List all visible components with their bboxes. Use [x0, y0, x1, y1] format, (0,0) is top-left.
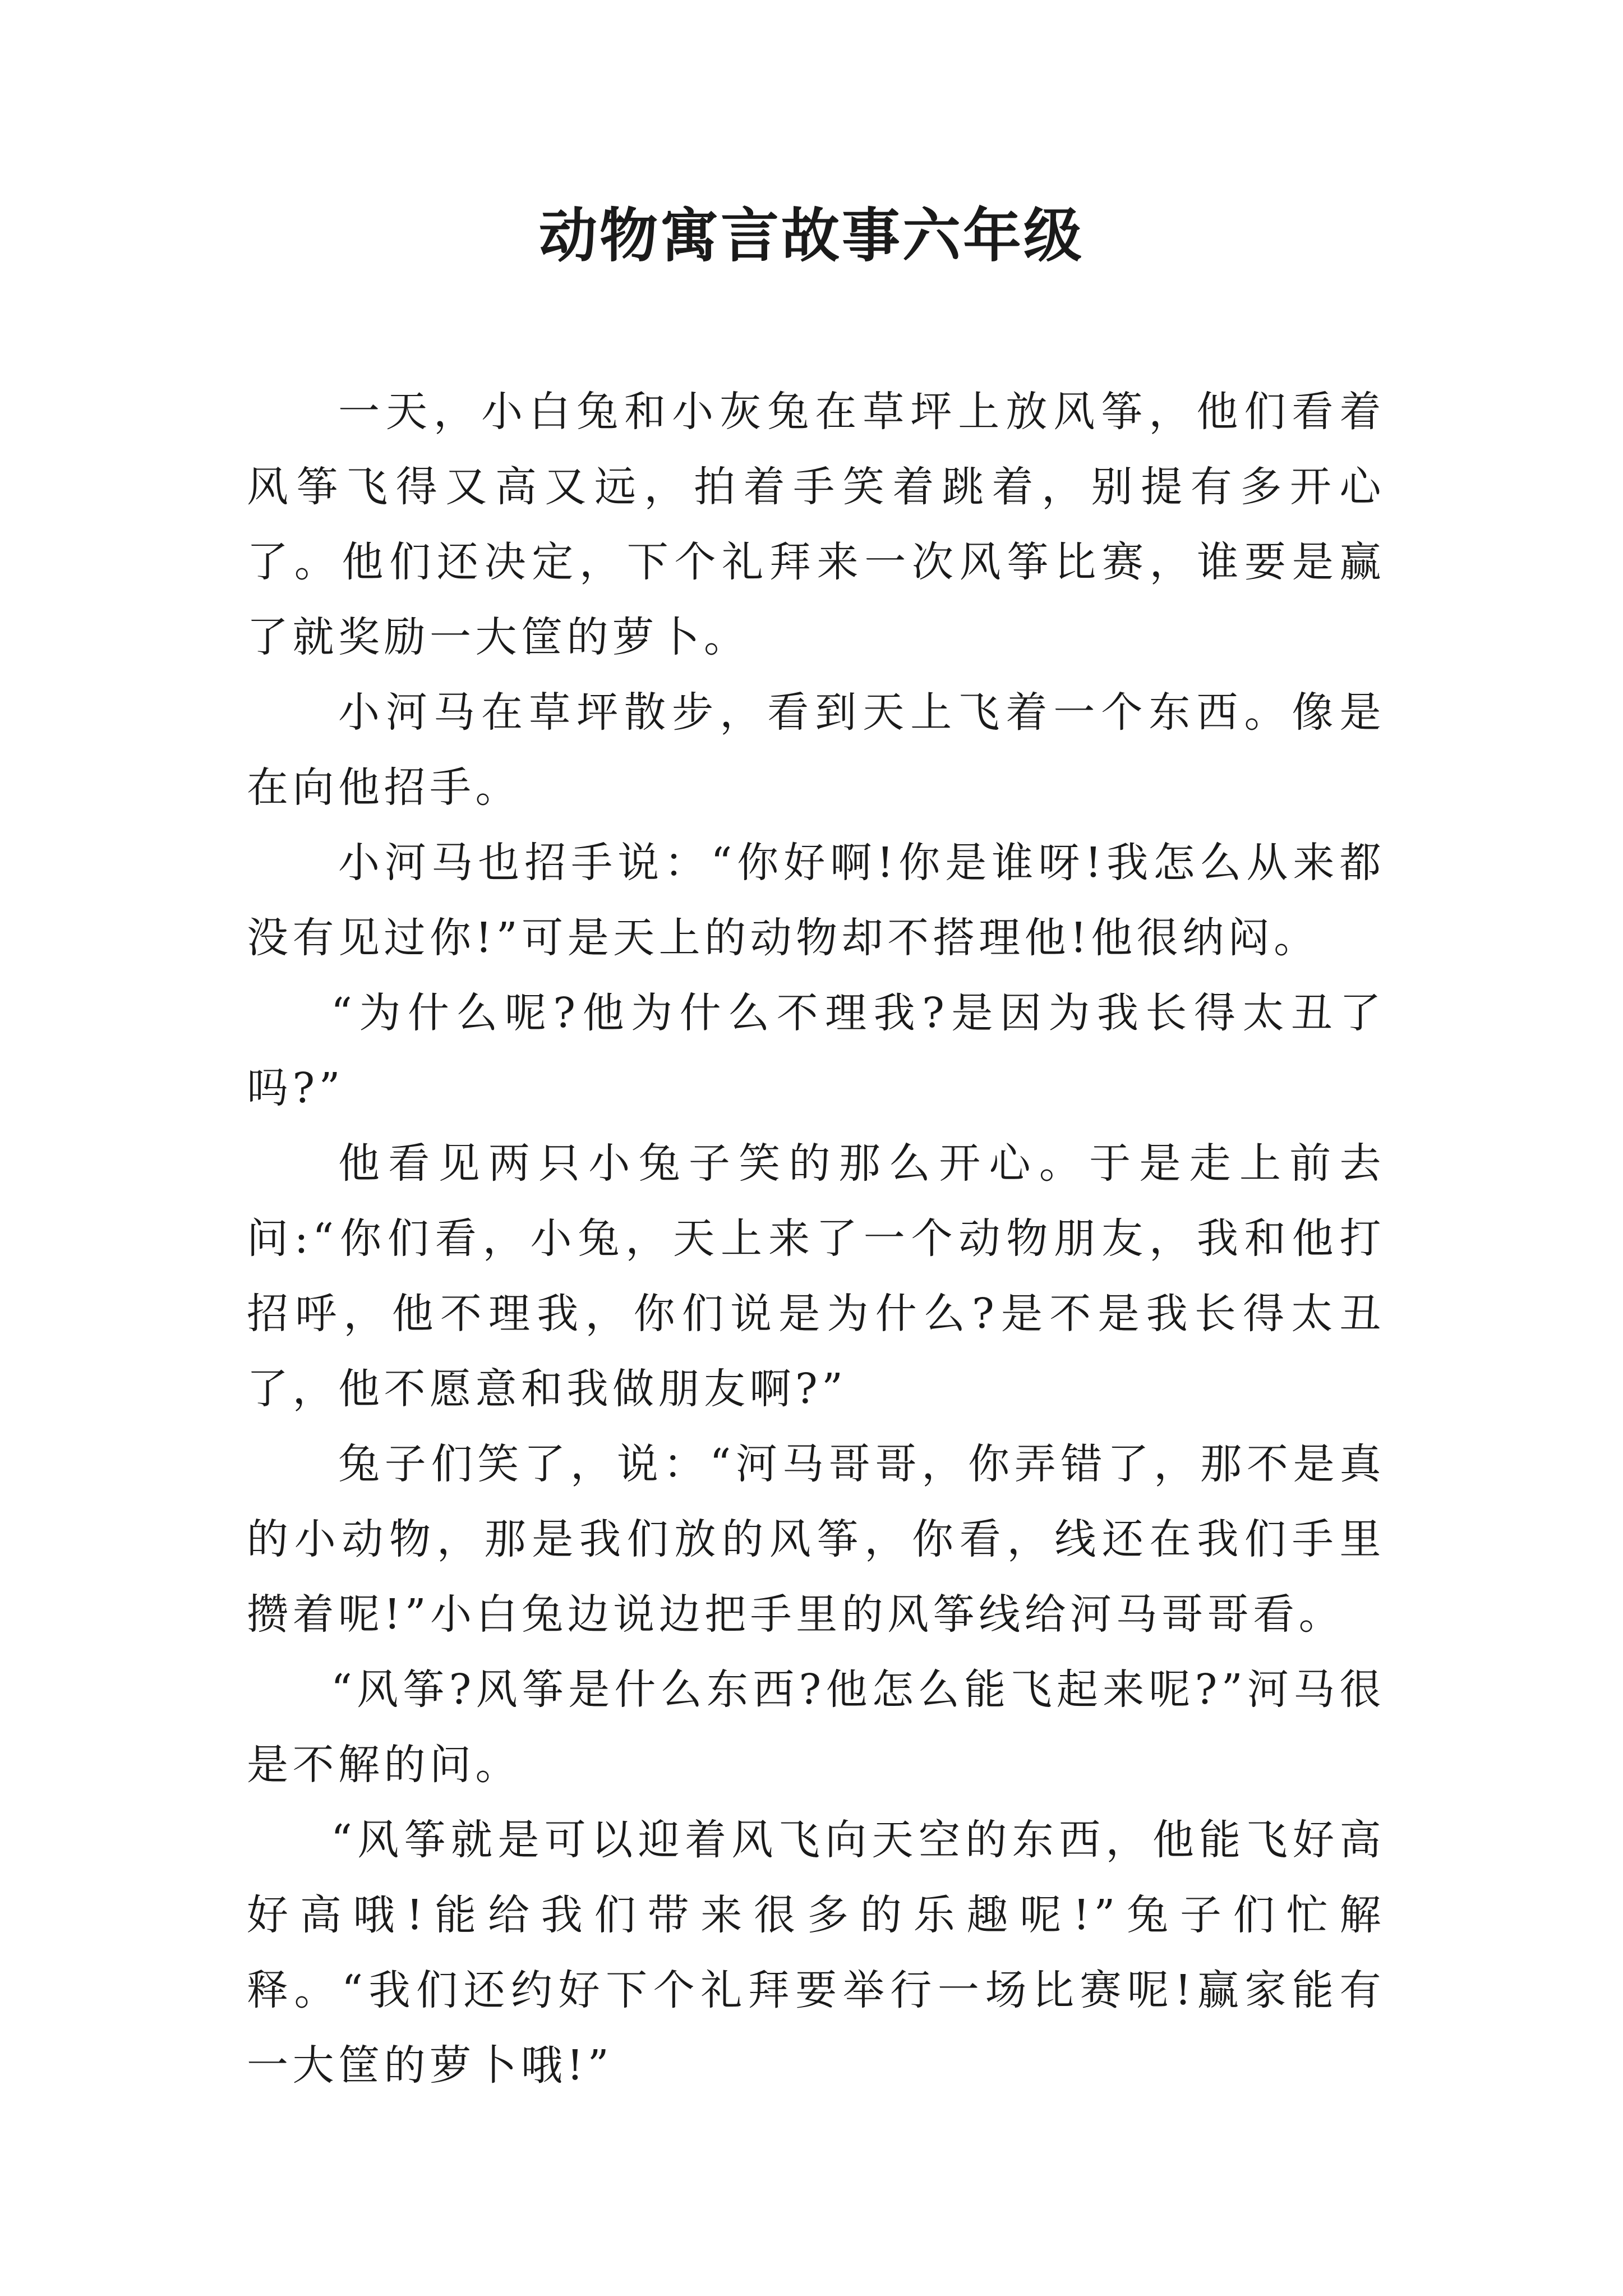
paragraph: “为什么呢?他为什么不理我?是因为我长得太丑了吗?” — [247, 989, 1385, 1112]
paragraph: 小河马在草坪散步，看到天上飞着一个东西。像是在向他招手。 — [247, 688, 1385, 812]
document-body — [247, 374, 1385, 2103]
paragraph: 小河马也招手说：“你好啊!你是谁呀!我怎么从来都没有见过你!”可是天上的动物却不搭理他!他很纳闷。 — [247, 839, 1385, 962]
document-title: 动物寓言故事六年级 — [538, 201, 1084, 270]
paragraph: 一天，小白兔和小灰兔在草坪上放风筝，他们看着风筝飞得又高又远，拍着手笑着跳着，别提有多开心了。他们还决定，下个礼拜来一次风筝比赛，谁要是赢了就奖励一大筐的萝卜。 — [247, 388, 1385, 661]
paragraph: 他看见两只小兔子笑的那么开心。于是走上前去问:“你们看，小兔，天上来了一个动物朋友，我和他打招呼，他不理我，你们说是为什么?是不是我长得太丑了，他不愿意和我做朋友啊?” — [247, 1139, 1385, 1413]
paragraph: 兔子们笑了，说：“河马哥哥，你弄错了，那不是真的小动物，那是我们放的风筝，你看，线还在我们手里攒着呢!”小白兔边说边把手里的风筝线给河马哥哥看。 — [247, 1440, 1385, 1639]
paragraph: “风筝就是可以迎着风飞向天空的东西，他能飞好高好高哦!能给我们带来很多的乐趣呢!”兔子们忙解释。“我们还约好下个礼拜要举行一场比赛呢!赢家能有一大筐的萝卜哦!” — [247, 1816, 1385, 2090]
paragraph: “风筝?风筝是什么东西?他怎么能飞起来呢?”河马很是不解的问。 — [247, 1665, 1385, 1789]
